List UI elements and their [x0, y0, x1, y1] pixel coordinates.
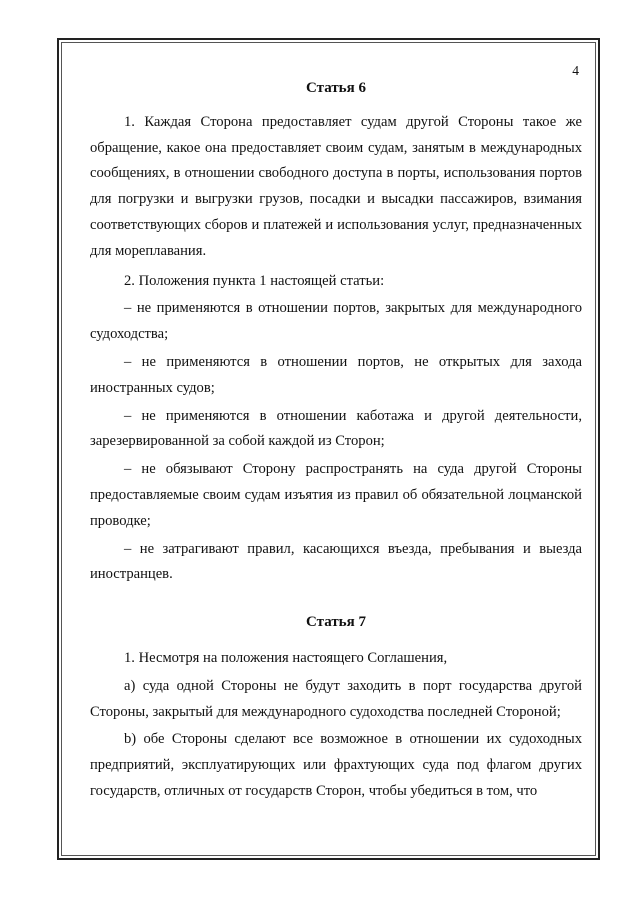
article-6-list-item: – не применяются в отношении портов, закрытых для международного судоходства;	[90, 300, 582, 343]
article-7-list-item: а) суда одной Стороны не будут заходить в порт государства другой Стороны, закрытый для международного судоходства последней Стороной;	[90, 677, 582, 720]
article-6-paragraph: 1. Каждая Сторона предоставляет судам другой Стороны такое же обращение, какое она предоставляет своим судам, занятым в международных сообщениях, в отношении свободного доступа в порты, использования портов для погрузки и выгрузки грузов, посадки и высадки пассажиров, взимания соответствующих сборов и платежей и использования услуг, предназначенных для мореплавания.	[90, 113, 582, 259]
article-6-list-item: – не обязывают Сторону распространять на суда другой Стороны предоставляемые своим судам изъятия из правил об обязательной лоцманской проводке;	[90, 461, 582, 529]
page-number: 4	[572, 63, 579, 78]
article-6-paragraph: 2. Положения пункта 1 настоящей статьи:	[124, 272, 385, 289]
article-6-heading: Статья 6	[306, 80, 366, 96]
document-body	[90, 58, 582, 807]
article-6-list-item: – не применяются в отношении каботажа и другой деятельности, зарезервированной за собой каждой из Сторон;	[90, 407, 582, 450]
article-7-heading: Статья 7	[306, 614, 366, 631]
article-7-paragraph: 1. Несмотря на положения настоящего Соглашения,	[124, 649, 448, 666]
article-6-list-item: – не затрагивают правил, касающихся въезда, пребывания и выезда иностранцев.	[90, 540, 582, 583]
article-7-list-item: b) обе Стороны сделают все возможное в отношении их судоходных предприятий, эксплуатирующих или фрахтующих суда под флагом других государств, отличных от государств Сторон, чтобы убедиться в том, что	[90, 731, 582, 799]
article-6-list-item: – не применяются в отношении портов, не открытых для захода иностранных судов;	[90, 353, 582, 396]
